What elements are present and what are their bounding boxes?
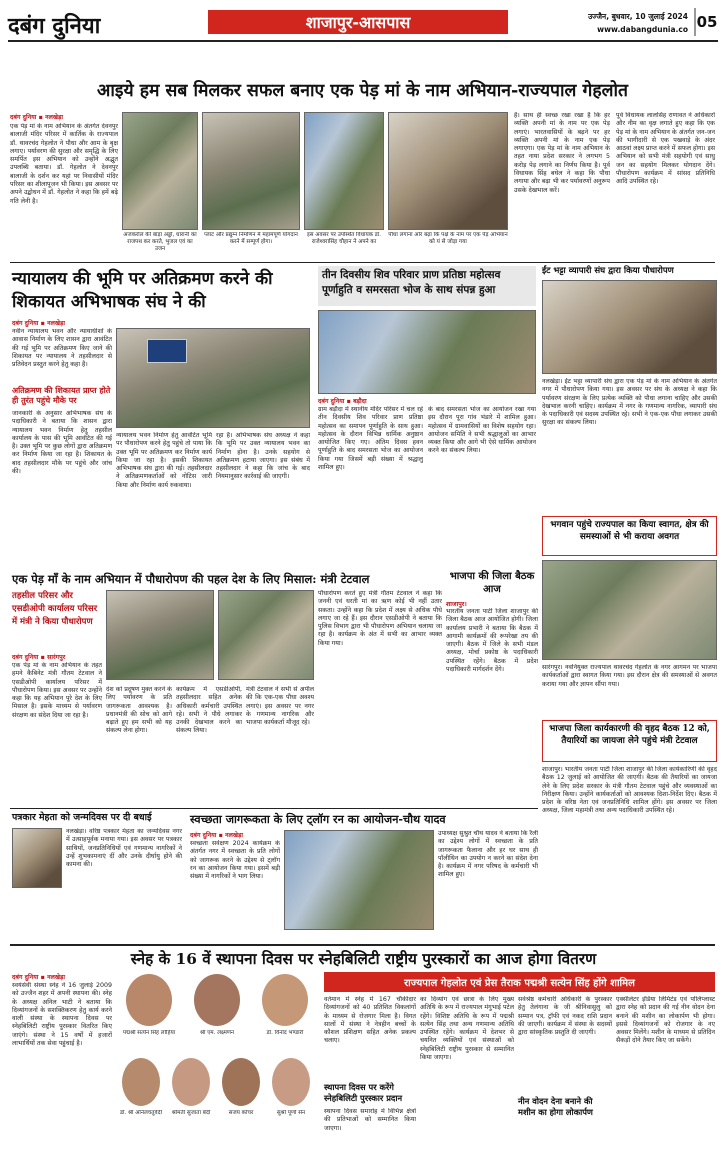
issue-date: उज्जैन, बुधवार, 10 जुलाई 2024 — [588, 12, 688, 21]
nyayalay-story — [12, 318, 310, 558]
bhajpa-dateline: शाजापुर। — [446, 601, 467, 608]
lead-photo-4 — [388, 112, 508, 230]
sneh-red-banner — [324, 972, 715, 992]
lead-caption-4: पौधा लगाना ओर बढ़ा कि पक्षे के नाम पर एक पेड़ अभियान को यं से जोड़ा गया — [388, 232, 508, 245]
lead-story — [10, 112, 715, 270]
tree-body-2: देश को प्रदूषण मुक्त करने के लिए पर्यावरण के प्रति जागरूकता आवश्यक है। प्रधानमंत्री की सोच को आगे बढ़ाते हुए हम सभी को यह संकल्प लेना होगा। — [106, 686, 172, 735]
section-banner — [208, 10, 508, 34]
lead-body-right: है। साथ ही स्वच्छ रखा रखा है कि हर व्यक्ति अपनी मां के नाम पर एक पेड़ लगाएं। भारतवासियों के बढ़ने पर हर व्यक्ति अपनी मां के नाम एक पेड़ लगाएगा। एक पेड़ मां के नाम अभियान के तहत नाया प्रदेश सरकार ने लगभग 5 करोड़ पेड़ लगाने का निर्णय किया है। पूर्व विधायक सिंह बघेल ने कहा कि पौधा लगाया और बढ़ा भी कर पर्यावरणों अनुरूप उसके देखभाल करें। — [514, 112, 610, 194]
shiv-story — [318, 396, 536, 556]
rajyapal-headline-box — [542, 516, 717, 556]
sneh-headline: स्नेह के 16 वें स्थापना दिवस पर स्नेहबिलिटी राष्ट्रीय पुरस्कारों का आज होगा वितरण — [130, 950, 597, 968]
nyayalay-body-2: जानकारी के अनुसार अभिभाषक संघ के पदाधिकारी ने बताया कि शासन द्वारा न्यायालय भवन निर्माण हेतु तहसील कार्यालय के पास की भूमि आवंटित की गई है। उक्त भूमि पर कुछ लोगों द्वारा अतिक्रमण कर निर्माण किया जा रहा है। शिकायत के बाद तहसीलदार मौके पर पहुंचे और जांच की। — [12, 410, 112, 476]
lead-headline: आइये हम सब मिलकर सफल बनाए एक पेड़ मां के नाम अभियान-राज्यपाल गेहलोत — [96, 81, 628, 101]
vyapari-photo — [542, 280, 717, 374]
lead-left-column — [10, 112, 118, 270]
patrakar-story — [12, 812, 182, 942]
lead-photo-2 — [202, 112, 300, 230]
portrait-2 — [186, 972, 248, 1052]
sneh-story — [12, 972, 715, 1144]
website-link[interactable]: www.dabangdunia.co — [597, 25, 688, 34]
tree-story — [12, 590, 442, 798]
lead-photo-1 — [122, 112, 198, 230]
sneh-banner-text: राज्यपाल गेहलोत एवं प्रेस तैराक पद्मश्री सत्येन सिंह होंगे शामिल — [404, 978, 635, 989]
masthead — [8, 6, 718, 42]
nyayalay-body-4: रहा है। अभिभाषक संघ अध्यक्ष ने कहा कि भूमि पर उक्त न्यायालय भवन का निर्माण होना है। उनके सहयोग से अतिक्रमण हटाया जाएगा। इस संबंध में तहसीलदार ने कहा कि जांच के बाद नियमानुसार कार्रवाई की जाएगी। — [216, 432, 310, 481]
page-number: 05 — [694, 8, 718, 36]
sneh-dateline: दबंग दुनिया ▪ नलखेड़ा — [12, 974, 65, 981]
portrait-icon — [272, 1058, 310, 1106]
tatwal-body: शाजापुर। भारतीय जनता पार्टी जिला शाजापुर की जिला कार्यकारिणी की वृहद बैठक 12 जुलाई को आयोजित की जाएगी। बैठक की तैयारियों का जायजा लेने के लिए प्रदेश सरकार के मंत्री गौतम टेटवाल पहुंचे और व्यवस्थाओं का निरीक्षण किया। उन्होंने कार्यकर्ताओं को आवश्यक दिशा-निर्देश दिए। बैठक में प्रदेश के वरिष्ठ नेता एवं जनप्रतिनिधि शामिल होंगे। इस अवसर पर जिला अध्यक्ष, जिला महामंत्री तथा अन्य पदाधिकारी उपस्थित रहे। — [542, 766, 717, 815]
lead-body-left: एक पेड़ मां के नाम अभियान के अंतर्गत देवनपुर बालाजी मंदिर परिसर में कार्तिक के राज्यपाल डॉ. थावरचंद गेहलोत ने पौधा और आम के बृक्ष लगाए। पर्यावरण की सुरक्षा और समृद्धि के लिए समर्पित इस अभियान को उन्होंने अद्भुत उपलब्धि बताया। डॉ. गेहलोत ने देवनपुर बालाजी के दर्शन कर यहां पर निवासीयों मंदिर परिसर का शीलापूजन भी किया। इस अवसर पर अपने उद्बोधन में डॉ. गेहलोत ने कहा कि हमें बढ़े गति लेनी है। — [10, 123, 118, 205]
divider-2 — [10, 808, 538, 809]
nyayalay-body-1: नवीन न्यायालय भवन और न्यायाधीशों के आवास निर्माण के लिए शासन द्वारा आवंटित की गई भूमि पर अतिक्रमण किए जाने की शिकायत पर न्यायालय ने तहसीलदार से प्रतिवेदन प्रस्तुत करने हेतु कहा है। — [12, 328, 112, 369]
patrakar-headline: पत्रकार मेहता को जन्मदिवस पर दी बधाई — [12, 812, 152, 823]
shiv-body-2: के बाद समरसता भोज का आयोजन रखा गया इस दौरान पूरा गांव भंडारे में शामिल हुआ। महोत्सव में ग्रामवासियों का विशेष सहयोग रहा। आयोजन समिति ने सभी श्रद्धालुओं का आभार व्यक्त किया और आगे भी ऐसे धार्मिक आयोजन करने का संकल्प लिया। — [428, 406, 536, 455]
portrait-grid — [118, 972, 318, 1144]
portrait-name-2: श्री एम. लक्ष्मणन — [200, 1030, 234, 1036]
lead-caption-1: अजकरोल की बाड़ा अड्डो, धारानी का राजपथ कर करते, भुजल एवं का उजन — [123, 232, 197, 252]
bhajpa-body: भारतीय जनता पार्टी जिला शाजापुर की जिला बैठक आज आयोजित होगी। जिला कार्यालय प्रभारी ने बताया कि बैठक में आगामी कार्यक्रमों की रूपरेखा तय की जाएगी। बैठक में जिले के सभी मंडल अध्यक्ष, मोर्चा प्रकोष्ठ के पदाधिकारी उपस्थित रहेंगे। बैठक में प्रदेश पदाधिकारी मार्गदर्शन देंगे। — [446, 608, 538, 674]
lead-photo-3 — [304, 112, 384, 230]
sneh-body-1: स्वयंसेवी संस्था स्नेह ने 16 जुलाई 2009 को उज्जैन शहर में अपनी स्थापना की। स्नेह के अध्यक्ष अनिल भाटी ने बताया कि दिव्यांगजनों के सशक्तिकरण हेतु कार्य करने वाली संस्था के स्थापना दिवस पर स्नेहबिलिटी राष्ट्रीय पुरस्कार वितरित किए जाएंगे। संस्था ने 15 वर्षों में हजारों लाभार्थियों तक सेवा पहुंचाई है। — [12, 982, 112, 1048]
swachhata-photo — [284, 830, 434, 930]
rajyapal-body: सारंगपुर। नवनियुक्त राज्यपाल थावरचंद गेहलोत के नगर आगमन पर भाजपा कार्यकर्ताओं द्वारा स्वागत किया गया। इस दौरान क्षेत्र की समस्याओं से अवगत कराया गया और ज्ञापन सौंपा गया। — [542, 664, 717, 688]
swachhata-body-1: स्वच्छता सर्वेक्षण 2024 कार्यक्रम के अंतर्गत नगर में स्वच्छता के प्रति लोगों को जागरूक करने के उद्देश्य से ट्लॉग रन का आयोजन किया गया। इसमें बड़ी संख्या में नागरिकों ने भाग लिया। — [190, 840, 280, 881]
section-title: शाजापुर-आसपास — [305, 13, 411, 32]
swachhata-story — [190, 830, 538, 942]
vyapari-story — [542, 266, 717, 514]
tree-headline: एक पेड़ माँ के नाम अभियान में पौधारोपण की पहल देश के लिए मिसाल: मंत्री टेटवाल — [12, 572, 370, 586]
sneh-body-4: का दिव्यांग एवं छात्रा के लिए मुख्य अतिथि के रूप में राज्यपाल मंगुभाई पटेल रहेंगे। विशिष्ट अतिथि के रूप में पद्मश्री सत्येन सिंह तथा अन्य गणमान्य अतिथि उपस्थित रहेंगे। कार्यक्रम में देशभर से चयनित व्यक्तियों एवं संस्थाओं को स्नेहबिलिटी राष्ट्रीय पुरस्कार से सम्मानित किया जाएगा। — [420, 996, 514, 1062]
portrait-icon — [122, 1058, 160, 1106]
sneh-subhead-2: नीन वोदन देना बनाने की मशीन का होगा लोकार्पण — [518, 1096, 593, 1117]
tree-body-4: मंत्री टेटवाल ने सभी से अपील की कि एक-एक पौधा अवश्य लगाएं। इस अवसर पर नगर के गणमान्य नागरिक और भाजपा कार्यकर्ता मौजूद रहे। — [246, 686, 314, 727]
portrait-6 — [218, 1056, 264, 1136]
portrait-icon — [262, 974, 308, 1026]
nyayalay-photo — [116, 328, 310, 428]
rajyapal-headline: भगवान पहुंचे राज्यपाल का किया स्वागत, क्षेत्र की समस्याओं से भी कराया अवगत — [550, 520, 709, 542]
tatwal-headline: भाजपा जिला कार्यकारणी की वृहद बैठक 12 को, तैयारियों का जायजा लेने पहुंचे मंत्री टेटवाल — [549, 724, 710, 746]
tree-body-1: एक पेड़ मां के नाम अभियान के तहत हमने कैबिनेट मंत्री गौतम टेटवाल ने एसडीओपी कार्यालय परिसर में पौधारोपण किया। इस अवसर पर उन्होंने कहा कि यह अभियान पूरे देश के लिए मिसाल है। इसके माध्यम से पर्यावरण संरक्षण का संदेश दिया जा रहा है। — [12, 662, 102, 719]
swachhata-dateline: दबंग दुनिया ▪ नलखेड़ा — [190, 832, 243, 839]
bhajpa-story — [446, 570, 538, 802]
sneh-body-2: वर्तमान में स्नेह में 167 चौकीदार दिव्यांगजनों को 40 प्रतिशित विकलांगों के माध्यम से रोजगार मिला है। विगत सालों में संस्था ने नेत्रहीन बच्चों के कौशल प्रशिक्षण सहित अनेक प्रकल्प चलाए। — [324, 996, 416, 1045]
logo-text: दबंग दुनिया — [8, 13, 101, 39]
brand-logo — [8, 10, 100, 40]
portrait-4 — [118, 1056, 164, 1136]
portrait-7 — [268, 1056, 314, 1136]
masthead-meta — [518, 12, 688, 34]
tree-body-5: पौधारोपण करते हुए मंत्री गौतम टेटवाल ने कहा कि जननी एवं धरती मां का ऋण कोई भी नहीं उतार सकता। उन्होंने कहा कि प्रदेश में लक्ष्य से अधिक पौधे लगाए जा रहे हैं। इस दौरान एसडीओपी ने बताया कि पुलिस विभाग द्वारा भी पौधारोपण अभियान चलाया जा रहा है। कार्यक्रम के अंत में सभी का आभार व्यक्त किया गया। — [318, 590, 442, 647]
portrait-name-7: सुश्री पूर्णा सेन — [276, 1110, 306, 1116]
portrait-icon — [126, 974, 172, 1026]
divider-3 — [10, 944, 715, 946]
shiv-headline: तीन दिवसीय शिव परिवार प्राण प्रतिष्ठा महोत्सव पूर्णाहुति व समरसता भोज के साथ संपन्न हुआ — [322, 269, 501, 296]
portrait-5 — [168, 1056, 214, 1136]
portrait-name-3: डॉ. विनोद भण्डारी — [266, 1030, 304, 1036]
portrait-1 — [118, 972, 180, 1052]
tree-photo-1 — [106, 590, 214, 680]
portrait-icon — [194, 974, 240, 1026]
shiv-photo — [318, 310, 536, 394]
portrait-name-4: डॉ. श्री अनिलचतुर्वेदी — [119, 1110, 163, 1116]
nyayalay-headline: न्यायालय की भूमि पर अतिक्रमण करने की शिकायत अभिभाषक संघ ने की — [12, 269, 273, 312]
portrait-name-6: संजय कोचर — [228, 1110, 254, 1116]
divider-1 — [10, 262, 715, 263]
portrait-icon — [222, 1058, 260, 1106]
portrait-3 — [254, 972, 316, 1052]
tree-kicker: तहसील परिसर और एसडीओपी कार्यालय परिसर में मंत्री ने किया पौधारोपण — [12, 591, 98, 627]
vyapari-body: नलखेड़ा। ईंट भट्टा व्यापारी संघ द्वारा एक पेड़ मां के नाम अभियान के अंतर्गत नगर में पौधारोपण किया गया। इस अवसर पर संघ के अध्यक्ष ने कहा कि पर्यावरण संरक्षण के लिए प्रत्येक व्यक्ति को पौधा लगाना चाहिए और उसकी देखभाल करनी चाहिए। कार्यक्रम में नगर के गणमान्य नागरिक, व्यापारी संघ के पदाधिकारी एवं सदस्य उपस्थित रहे। सभी ने एक-एक पौधा लगाकर उसकी सुरक्षा का संकल्प लिया। — [542, 378, 717, 427]
swachhata-body-2: उपाध्यक्ष सुश्रुत चौथ यादव ने बताया कि रैली का उद्देश्य लोगों में स्वच्छता के प्रति जागरूकता फैलाना और हर घर साथ ही पॉलीथिन का उपयोग न करने का संदेश देना है। कार्यक्रम में नगर परिषद के कर्मचारी भी शामिल हुए। — [438, 830, 538, 879]
shiv-dateline: दबंग दुनिया ▪ बड़ौदा — [318, 398, 367, 405]
bhajpa-headline: भाजपा की जिला बैठक आज — [449, 571, 535, 595]
sneh-body-3: स्थापना दिवस समारोह में विभिन्न क्षेत्रों की प्रतिभाओं को सम्मानित किया जाएगा। — [324, 1108, 416, 1132]
lead-body-right-2: पूर्व विधायक लालसिंह राणावत ने अधिकारों और नीम का वृक्ष लगाते हुए कहा कि एक पेड़ मां के नाम अभियान के अंतर्गत जन-जन की भागीदारी से एक पखवाड़े के अंदर आठवां लक्ष्य प्राप्त करने में सफल होगा। इस अभियान को सभी मंत्री सहयोगी एवं साधु जन का सहयोग मिलकर योगदान देंगे। पौधारोपण कार्यक्रम में सांसद प्रतिनिधि आदि उपस्थित रहे। — [616, 112, 715, 186]
sneh-body-5: सर्वश्रेष्ठ कर्मचारी अधिकारी के पुरस्कार हेतु तेलंगाना के जी श्रीनिवासुलु को सम्मान पत्र, ट्रॉफी एवं नकद राशि प्रदान की जाएगी। कार्यक्रम में संस्था के सदस्यों द्वारा सांस्कृतिक प्रस्तुति दी जाएगी। — [518, 996, 612, 1037]
patrakar-photo — [12, 828, 62, 888]
sneh-body-6: एक्सीलेटर इंडिया लिमिटेड एवं पोलिप्लास्ट द्वारा स्नेह को प्रदान की गई नीन वोदन देना बनाने की मशीन का लोकार्पण भी होगा। इससे दिव्यांगजनों को रोजगार के नए अवसर मिलेंगे। मशीन के माध्यम से प्रतिदिन सैकड़ों दोने तैयार किए जा सकेंगे। — [616, 996, 715, 1045]
signboard — [147, 339, 187, 363]
rajyapal-photo — [542, 560, 717, 660]
portrait-name-5: श्रीमती सुजाता बेदी — [171, 1110, 211, 1116]
patrakar-body: नलखेड़ा। वरिष्ठ पत्रकार मेहता का जन्मदिवस नगर में उत्साहपूर्वक मनाया गया। इस अवसर पर पत्रकार साथियों, जनप्रतिनिधियों एवं गणमान्य नागरिकों ने उन्हें शुभकामनाएं दीं और उनके दीर्घायु होने की कामना की। — [66, 828, 182, 869]
tree-body-3: कार्यक्रम में एसडीओपी, तहसीलदार सहित अनेक अधिकारी कर्मचारी उपस्थित रहे। सभी ने पौधे लगाकर उनकी देखभाल करने का संकल्प लिया। — [176, 686, 242, 735]
tree-photo-2 — [218, 590, 314, 680]
portrait-icon — [172, 1058, 210, 1106]
vyapari-headline: ईंट भट्टा व्यापारी संघ द्वारा किया पौधारोपण — [542, 266, 674, 276]
tatwal-headline-box — [542, 720, 717, 762]
shiv-body-1: ग्राम बड़ौदा में स्थानीय मंदिर परिसर में चल रहे तीन दिवसीय शिव परिवार प्राण प्रतिष्ठा महोत्सव का समापन पूर्णाहुति के साथ हुआ। महोत्सव के दौरान विभिन्न धार्मिक अनुष्ठान आयोजित किए गए। अंतिम दिवस हवन पूर्णाहुति के बाद समरसता भोज का आयोजन किया गया जिसमें बड़ी संख्या में श्रद्धालु शामिल हुए। — [318, 406, 423, 472]
lead-caption-3: इस अवसर पर उपस्थित विधायक डॉ. राजेश्वरासिंह चौहान ने अपने का — [306, 232, 382, 245]
lead-caption-2: प्लांट और प्रद्युम्न निर्माणन में महामपूर्ण योगदान करने में सम्पूर्ण होगा। — [204, 232, 298, 245]
swachhata-headline: स्वच्छता जागरूकता के लिए ट्लॉग रन का आयोजन-चौथ यादव — [190, 812, 446, 826]
tree-dateline: दबंग दुनिया ▪ सारंगपुर — [12, 654, 66, 661]
shiv-headline-box — [318, 266, 536, 306]
nyayalay-subhead: अतिक्रमण की शिकायत प्राप्त होते ही तुरंत पहुंचे मौके पर — [12, 386, 111, 405]
portrait-name-1: पद्मश्री सत्येन सिंह लोहिया — [122, 1030, 176, 1036]
sneh-subhead-1: स्थापना दिवस पर करेंगे स्नेहबिलिटी पुरस्कार प्रदान — [324, 1082, 403, 1103]
lead-dateline: दबंग दुनिया ▪ नलखेड़ा — [10, 114, 63, 121]
masthead-rule — [8, 40, 718, 42]
nyayalay-dateline: दबंग दुनिया ▪ नलखेड़ा — [12, 320, 65, 327]
nyayalay-body-3: न्यायालय भवन निर्माण हेतु आवंटित भूमि पर पौधारोपण करने हेतु पहुंचे तो पाया कि उक्त भूमि पर अतिक्रमण कर निर्माण कार्य किया जा रहा है। इसकी शिकायत अभिभाषक संघ द्वारा की गई। तहसीलदार ने अतिक्रमणकर्ताओं को नोटिस जारी किया और निर्माण कार्य रुकवाया। — [116, 432, 212, 489]
